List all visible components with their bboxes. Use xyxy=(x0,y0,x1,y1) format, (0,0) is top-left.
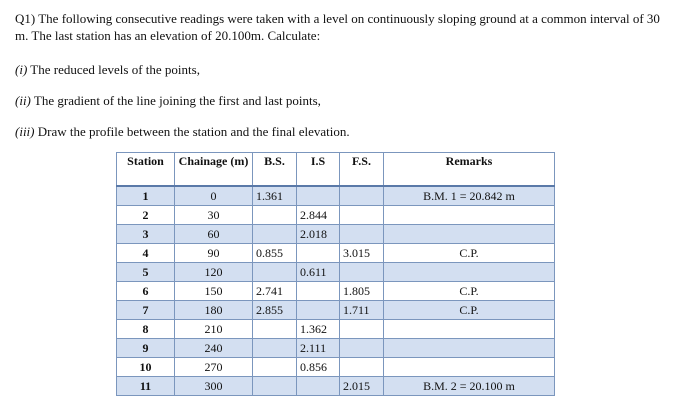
is-cell xyxy=(297,282,340,301)
part-number: (i) xyxy=(15,62,28,77)
fs-cell xyxy=(340,339,384,358)
fs-cell xyxy=(340,225,384,244)
is-cell: 1.362 xyxy=(297,320,340,339)
fs-cell: 1.711 xyxy=(340,301,384,320)
remarks-cell: C.P. xyxy=(384,282,555,301)
remarks-cell xyxy=(384,320,555,339)
bs-cell xyxy=(253,263,297,282)
station-cell: 11 xyxy=(117,377,175,396)
chainage-cell: 150 xyxy=(175,282,253,301)
table-row xyxy=(117,301,555,320)
remarks-cell xyxy=(384,339,555,358)
chainage-cell: 120 xyxy=(175,263,253,282)
table-row xyxy=(117,186,555,206)
table-row xyxy=(117,358,555,377)
station-cell: 7 xyxy=(117,301,175,320)
chainage-cell: 240 xyxy=(175,339,253,358)
bs-cell: 2.741 xyxy=(253,282,297,301)
station-cell: 4 xyxy=(117,244,175,263)
remarks-cell: C.P. xyxy=(384,244,555,263)
table-header-row xyxy=(117,153,555,187)
chainage-cell: 300 xyxy=(175,377,253,396)
station-cell: 5 xyxy=(117,263,175,282)
station-cell: 6 xyxy=(117,282,175,301)
fs-cell: 2.015 xyxy=(340,377,384,396)
is-cell: 2.844 xyxy=(297,206,340,225)
remarks-cell xyxy=(384,225,555,244)
table-row xyxy=(117,206,555,225)
part-number: (ii) xyxy=(15,93,31,108)
fs-cell xyxy=(340,358,384,377)
remarks-cell: B.M. 2 = 20.100 m xyxy=(384,377,555,396)
is-cell: 0.611 xyxy=(297,263,340,282)
question-intro: Q1) The following consecutive readings were taken with a level on continuously sloping ground at a common interval of 30 m. The last station has an elevation of 20.100m. Calculate: xyxy=(15,11,660,43)
bs-cell xyxy=(253,206,297,225)
table-row xyxy=(117,320,555,339)
header-chainage: Chainage (m) xyxy=(175,153,253,187)
station-cell: 9 xyxy=(117,339,175,358)
table-row xyxy=(117,282,555,301)
chainage-cell: 60 xyxy=(175,225,253,244)
part-number: (iii) xyxy=(15,124,35,139)
chainage-cell: 270 xyxy=(175,358,253,377)
is-cell: 2.111 xyxy=(297,339,340,358)
table-row xyxy=(117,244,555,263)
chainage-cell: 180 xyxy=(175,301,253,320)
header-is: I.S xyxy=(297,153,340,187)
chainage-cell: 30 xyxy=(175,206,253,225)
chainage-cell: 0 xyxy=(175,186,253,206)
table-row xyxy=(117,339,555,358)
station-cell: 10 xyxy=(117,358,175,377)
part-text: Draw the profile between the station and the final elevation. xyxy=(34,124,350,139)
is-cell xyxy=(297,186,340,206)
station-cell: 8 xyxy=(117,320,175,339)
bs-cell xyxy=(253,377,297,396)
levelling-table xyxy=(116,152,555,396)
part-text: The gradient of the line joining the first and last points, xyxy=(30,93,321,108)
station-cell: 3 xyxy=(117,225,175,244)
header-station: Station xyxy=(117,153,175,187)
header-fs: F.S. xyxy=(340,153,384,187)
remarks-cell: C.P. xyxy=(384,301,555,320)
fs-cell: 3.015 xyxy=(340,244,384,263)
station-cell: 2 xyxy=(117,206,175,225)
fs-cell xyxy=(340,206,384,225)
is-cell: 2.018 xyxy=(297,225,340,244)
fs-cell xyxy=(340,320,384,339)
remarks-cell: B.M. 1 = 20.842 m xyxy=(384,186,555,206)
chainage-cell: 210 xyxy=(175,320,253,339)
header-remarks: Remarks xyxy=(384,153,555,187)
remarks-cell xyxy=(384,206,555,225)
bs-cell xyxy=(253,320,297,339)
bs-cell xyxy=(253,358,297,377)
station-cell: 1 xyxy=(117,186,175,206)
header-bs: B.S. xyxy=(253,153,297,187)
is-cell xyxy=(297,301,340,320)
bs-cell xyxy=(253,339,297,358)
chainage-cell: 90 xyxy=(175,244,253,263)
bs-cell: 0.855 xyxy=(253,244,297,263)
is-cell: 0.856 xyxy=(297,358,340,377)
bs-cell xyxy=(253,225,297,244)
bs-cell: 2.855 xyxy=(253,301,297,320)
is-cell xyxy=(297,377,340,396)
table-row xyxy=(117,263,555,282)
question-part-3 xyxy=(15,123,350,140)
fs-cell: 1.805 xyxy=(340,282,384,301)
table-row xyxy=(117,225,555,244)
is-cell xyxy=(297,244,340,263)
fs-cell xyxy=(340,263,384,282)
remarks-cell xyxy=(384,263,555,282)
question-part-1 xyxy=(15,61,200,78)
question-part-2 xyxy=(15,92,321,109)
table-row xyxy=(117,377,555,396)
remarks-cell xyxy=(384,358,555,377)
fs-cell xyxy=(340,186,384,206)
bs-cell: 1.361 xyxy=(253,186,297,206)
part-text: The reduced levels of the points, xyxy=(27,62,200,77)
